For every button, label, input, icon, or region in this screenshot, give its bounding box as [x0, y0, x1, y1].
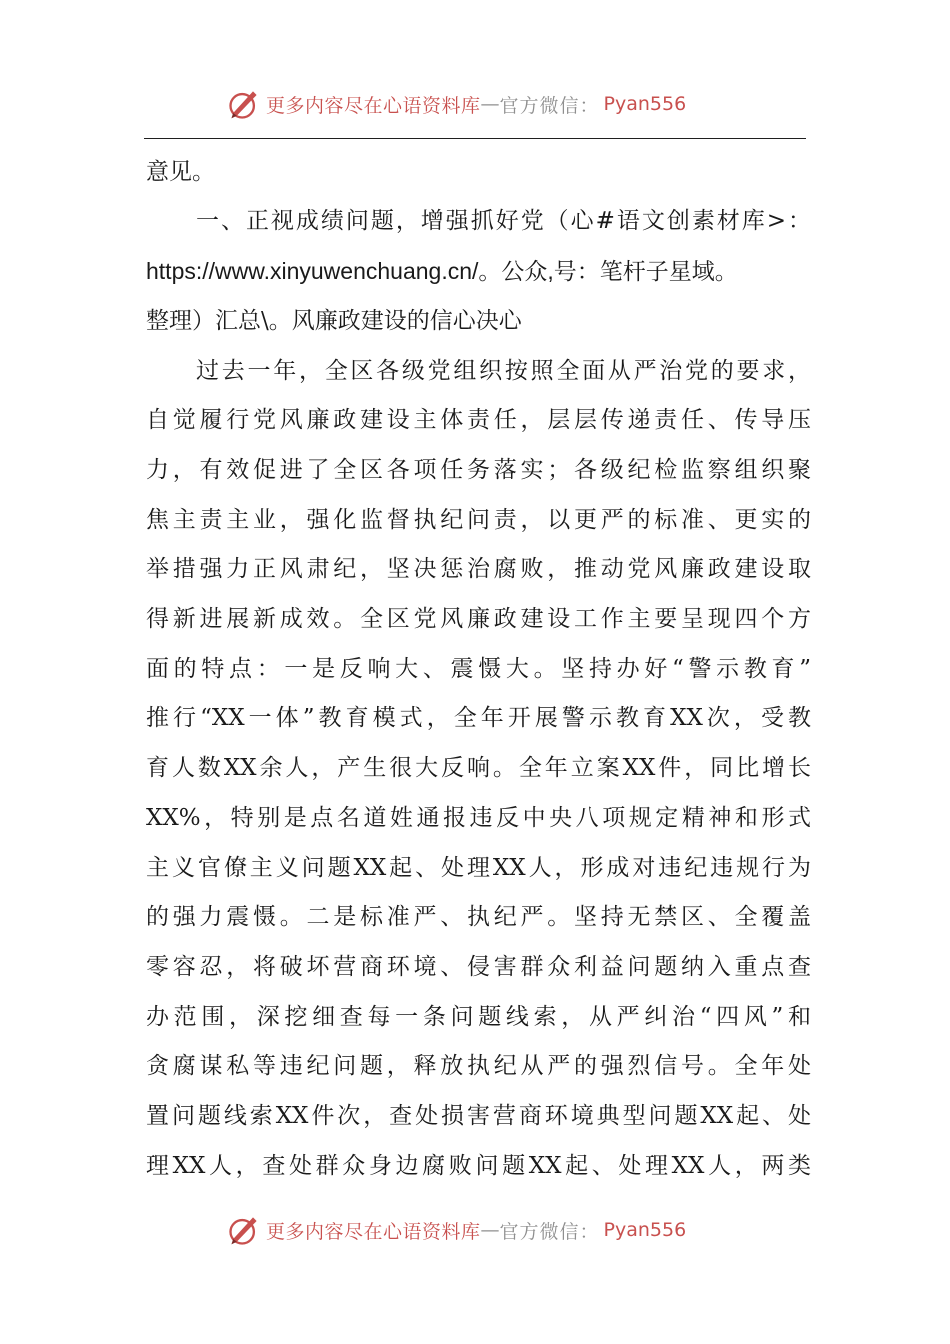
text-line: 推行“XX一体”教育模式，全年开展警示教育XX次，受教 — [146, 705, 811, 731]
text-line: XX%，特别是点名道姓通报违反中央八项规定精神和形式 — [146, 805, 811, 831]
text-line: 理XX人，查处群众身边腐败问题XX起、处理XX人，两类 — [146, 1153, 811, 1179]
text-line: 置问题线索XX件次，查处损害营商环境典型问题XX起、处 — [146, 1103, 811, 1129]
text-line: 过去一年，全区各级党组织按照全面从严治党的要求， — [196, 358, 811, 384]
header-banner — [226, 84, 686, 124]
text-line: 零容忍，将破坏营商环境、侵害群众利益问题纳入重点查 — [146, 954, 811, 980]
header-rule — [144, 138, 806, 139]
text-line: 自觉履行党风廉政建设主体责任，层层传递责任、传导压 — [146, 407, 811, 433]
banner-wechat-label: 官方微信： — [499, 1220, 600, 1243]
banner-separator: — — [480, 1219, 500, 1241]
text-line: 力，有效促进了全区各项任务落实；各级纪检监察组织聚 — [146, 457, 811, 483]
footer-banner — [226, 1210, 686, 1250]
pen-logo-icon — [226, 1212, 262, 1248]
text-line: 焦主责主业，强化监督执纪问责，以更严的标准、更实的 — [146, 507, 811, 533]
text-line: 贪腐谋私等违纪问题，释放执纪从严的强烈信号。全年处 — [146, 1053, 811, 1079]
text-line: 得新进展新成效。全区党风廉政建设工作主要呈现四个方 — [146, 606, 811, 632]
text-line: 育人数XX余人，产生很大反响。全年立案XX件，同比增长 — [146, 755, 811, 781]
banner-wechat-id: Pyan556 — [603, 1219, 687, 1241]
text-line: 一、正视成绩问题，增强抓好党（心#语文创素材库>： — [196, 208, 811, 234]
text-line: 意见。 — [146, 159, 215, 185]
text-line: https://www.xinyuwenchuang.cn/。公众,号：笔杆子星域。 — [146, 258, 738, 284]
banner-separator: — — [480, 93, 500, 115]
banner-wechat-id: Pyan556 — [603, 93, 687, 115]
text-line: 举措强力正风肃纪，坚决惩治腐败，推动党风廉政建设取 — [146, 556, 811, 582]
banner-text: 更多内容尽在心语资料库 — [266, 94, 481, 117]
text-line: 的强力震慑。二是标准严、执纪严。坚持无禁区、全覆盖 — [146, 904, 811, 930]
banner-text: 更多内容尽在心语资料库 — [266, 1220, 481, 1243]
banner-wechat-label: 官方微信： — [499, 94, 600, 117]
text-line: 整理）汇总\。风廉政建设的信心决心 — [146, 308, 522, 334]
text-line: 主义官僚主义问题XX起、处理XX人，形成对违纪违规行为 — [146, 855, 811, 881]
text-line: 办范围，深挖细查每一条问题线索，从严纠治“四风”和 — [146, 1004, 811, 1030]
pen-logo-icon — [226, 86, 262, 122]
text-line: 面的特点：一是反响大、震慑大。坚持办好“警示教育” — [146, 656, 811, 682]
